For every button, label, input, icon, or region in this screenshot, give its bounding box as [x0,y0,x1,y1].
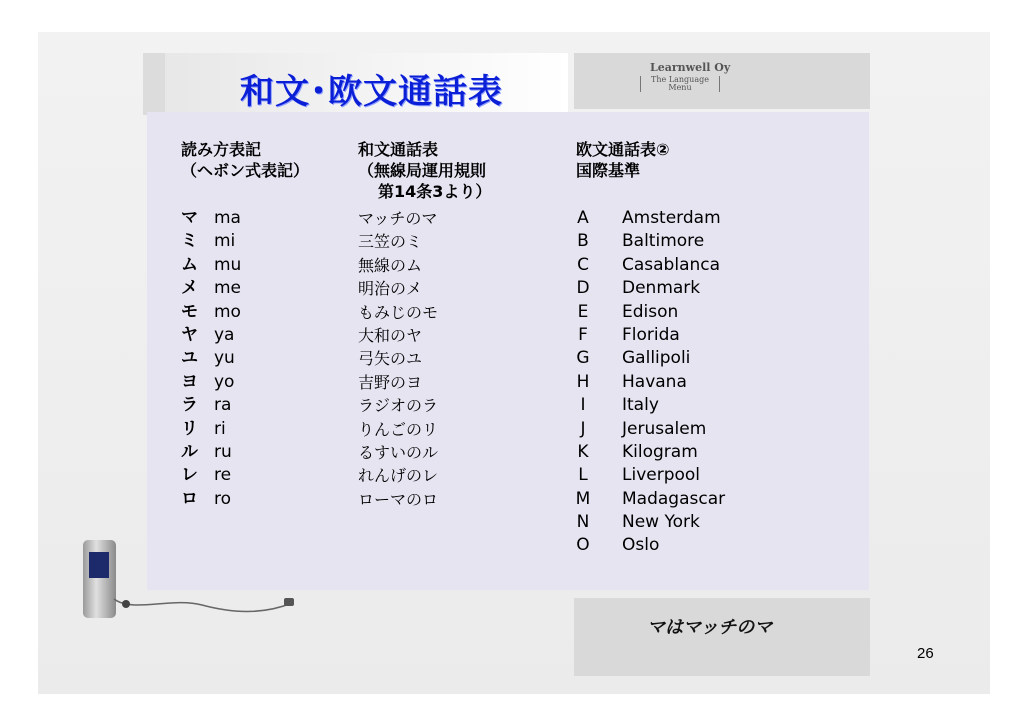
romaji-cell: ro [214,488,232,509]
romaji-cell: ma [214,208,241,228]
letter-cell: L [578,465,588,486]
letter-cell: I [580,395,586,416]
letter-cell: J [580,418,586,439]
header-western-line: 欧文通話表② [576,140,670,159]
header-western [576,139,670,181]
japanese-code-cell: れんげのレ [358,466,439,486]
japanese-code-cell: 大和のヤ [358,325,423,345]
kana-cell: メ [181,278,198,299]
japanese-code-cell: 吉野のヨ [358,372,423,392]
word-cell: New York [622,512,700,533]
japanese-code-cell: ラジオのラ [358,396,439,416]
romaji-cell: mo [214,301,241,322]
romaji-cell: yo [214,371,235,392]
kana-cell: リ [181,418,198,439]
letter-cell: O [576,535,590,556]
japanese-code-cell: りんごのリ [358,419,439,439]
word-cell: Casablanca [622,254,721,275]
word-cell: Liverpool [622,465,701,486]
kana-cell: ミ [181,231,198,252]
letter-cell: F [578,324,588,345]
japanese-code-cell: るすいのル [358,442,439,462]
romaji-cell: ya [214,324,235,345]
logo-menu: The Language Menu [640,76,720,92]
kana-cell: ム [181,254,198,275]
letter-cell: G [576,348,590,369]
header-japanese-line: 第14条3より） [378,182,492,201]
romaji-cell: yu [214,348,235,369]
kana-cell: ヤ [181,324,198,345]
japanese-code-cell: マッチのマ [358,209,438,228]
callout-text: マはマッチのマ [647,617,773,638]
word-cell: Jerusalem [622,418,707,439]
romaji-cell: re [214,465,232,486]
kana-cell: ロ [181,488,198,509]
letter-cell: E [577,301,589,322]
header-western-line: 国際基準 [576,161,641,180]
romaji-cell: me [214,278,242,299]
kana-cell: ユ [181,348,198,369]
japanese-code-cell: ローマのロ [358,489,439,509]
romaji-cell: ru [214,441,232,462]
japanese-code-cell: 弓矢のユ [358,349,423,369]
letter-column [572,207,594,558]
word-cell: Madagascar [622,488,726,509]
word-cell: Amsterdam [622,208,721,228]
word-cell: Kilogram [622,441,698,462]
romaji-cell: ri [214,418,226,439]
slide-title: 和文･欧文通話表 [240,72,503,112]
letter-cell: D [576,278,590,299]
word-cell: Edison [622,301,679,322]
japanese-code-cell: 無線のム [358,255,423,275]
title-band-edge [143,53,165,115]
logo-company: Learnwell Oy [650,61,731,74]
japanese-code-cell: もみじのモ [358,302,439,322]
romaji-cell: mu [214,254,242,275]
kana-cell: モ [181,301,198,322]
kana-cell: ラ [181,395,198,416]
kana-cell: ヨ [181,371,198,392]
header-japanese-line: （無線局運用規則 [358,161,487,180]
letter-cell: K [577,441,589,462]
header-reading-line: （ヘボン式表記） [181,161,310,180]
content-panel [147,112,869,590]
letter-cell: A [577,208,589,228]
phone-cable-icon [112,595,302,625]
header-japanese [358,139,491,202]
romaji-cell: ra [214,395,232,416]
kana-cell: ル [181,441,198,462]
word-cell: Oslo [622,535,660,556]
letter-cell: C [577,254,589,275]
word-cell: Italy [622,395,659,416]
page-number: 26 [917,645,934,662]
kana-column [181,207,198,511]
japanese-code-cell: 三笠のミ [358,232,423,252]
romaji-column [214,207,241,511]
romaji-cell: mi [214,231,236,252]
letter-cell: B [577,231,589,252]
kana-cell: レ [181,465,198,486]
word-cell: Havana [622,371,687,392]
phone-screen [89,552,109,578]
kana-cell: マ [181,208,198,228]
japanese-code-column [358,207,438,511]
letter-cell: N [576,512,590,533]
word-cell: Florida [622,324,680,345]
header-reading-line: 読み方表記 [181,140,262,159]
japanese-code-cell: 明治のメ [358,279,423,299]
header-reading [181,139,309,181]
word-cell: Gallipoli [622,348,691,369]
header-japanese-line: 和文通話表 [358,140,439,159]
word-column [622,207,725,558]
word-cell: Denmark [622,278,701,299]
letter-cell: H [576,371,590,392]
letter-cell: M [575,488,591,509]
word-cell: Baltimore [622,231,705,252]
